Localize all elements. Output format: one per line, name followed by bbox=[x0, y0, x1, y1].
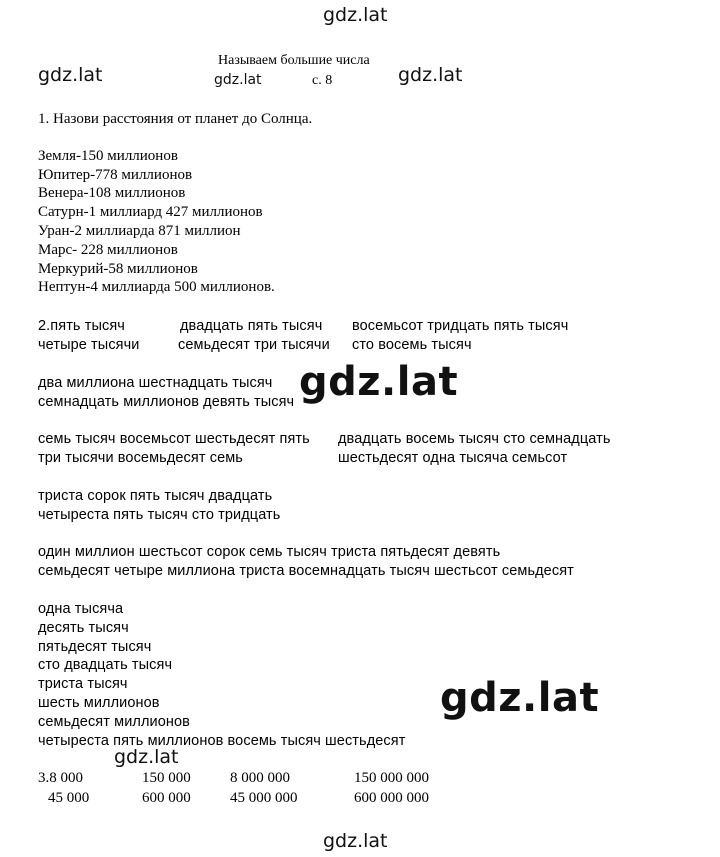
planet-line: Нептун-4 миллиарда 500 миллионов. bbox=[38, 279, 275, 295]
watermark-left: gdz.lat bbox=[38, 64, 103, 86]
number-words: три тысячи восемьдесят семь bbox=[38, 450, 243, 466]
number-value: 600 000 bbox=[142, 790, 191, 806]
number-words: триста сорок пять тысяч двадцать bbox=[38, 488, 273, 504]
number-words: 2.пять тысяч bbox=[38, 318, 125, 334]
number-value: 45 000 000 bbox=[230, 790, 298, 806]
page-number: с. 8 bbox=[312, 73, 333, 88]
number-words: семь тысяч восемьсот шестьдесят пять bbox=[38, 431, 310, 447]
planet-line: Сатурн-1 миллиард 427 миллионов bbox=[38, 204, 263, 220]
planet-line: Юпитер-778 миллионов bbox=[38, 167, 193, 183]
watermark-header-right: gdz.lat bbox=[398, 64, 463, 86]
number-value: 150 000 bbox=[142, 770, 191, 786]
watermark-lower-left: gdz.lat bbox=[114, 746, 179, 768]
number-words: триста тысяч bbox=[38, 676, 128, 692]
watermark-big-right: gdz.lat bbox=[440, 675, 600, 721]
planet-line: Венера-108 миллионов bbox=[38, 185, 186, 201]
number-words: два миллиона шестнадцать тысяч bbox=[38, 375, 273, 391]
number-value: 45 000 bbox=[48, 790, 90, 806]
number-words: шестьдесят одна тысяча семьсот bbox=[338, 450, 568, 466]
watermark-big-center: gdz.lat bbox=[299, 359, 459, 405]
number-words: один миллион шестьсот сорок семь тысяч триста пятьдесят девять bbox=[38, 544, 501, 560]
number-words: восемьсот тридцать пять тысяч bbox=[352, 318, 569, 334]
number-value: 600 000 000 bbox=[354, 790, 429, 806]
number-words: семьдесят четыре миллиона триста восемнадцать тысяч шестьсот семьдесят bbox=[38, 563, 574, 579]
number-value: 3.8 000 bbox=[38, 770, 83, 786]
number-value: 8 000 000 bbox=[230, 770, 290, 786]
number-words: сто двадцать тысяч bbox=[38, 657, 173, 673]
task1-prompt: 1. Назови расстояния от планет до Солнца. bbox=[38, 111, 313, 127]
number-words: четыре тысячи bbox=[38, 337, 140, 353]
number-words: двадцать пять тысяч bbox=[180, 318, 323, 334]
planet-line: Меркурий-58 миллионов bbox=[38, 261, 198, 277]
number-value: 150 000 000 bbox=[354, 770, 429, 786]
number-words: пятьдесят тысяч bbox=[38, 639, 152, 655]
number-words: семьдесят миллионов bbox=[38, 714, 190, 730]
number-words: двадцать восемь тысяч сто семнадцать bbox=[338, 431, 611, 447]
planet-line: Уран-2 миллиарда 871 миллион bbox=[38, 223, 241, 239]
number-words: семнадцать миллионов девять тысяч bbox=[38, 394, 295, 410]
planet-line: Земля-150 миллионов bbox=[38, 148, 178, 164]
number-words: шесть миллионов bbox=[38, 695, 160, 711]
number-words: десять тысяч bbox=[38, 620, 129, 636]
watermark-bottom: gdz.lat bbox=[323, 830, 388, 852]
number-words: одна тысяча bbox=[38, 601, 124, 617]
number-words: сто восемь тысяч bbox=[352, 337, 472, 353]
watermark-top: gdz.lat bbox=[323, 4, 388, 26]
planet-line: Марс- 228 миллионов bbox=[38, 242, 178, 258]
number-words: четыреста пять тысяч сто тридцать bbox=[38, 507, 281, 523]
watermark-header-mid: gdz.lat bbox=[214, 72, 262, 88]
number-words: семьдесят три тысячи bbox=[178, 337, 330, 353]
number-words: четыреста пять миллионов восемь тысяч шестьдесят bbox=[38, 733, 406, 749]
page-title: Называем большие числа bbox=[218, 53, 370, 68]
